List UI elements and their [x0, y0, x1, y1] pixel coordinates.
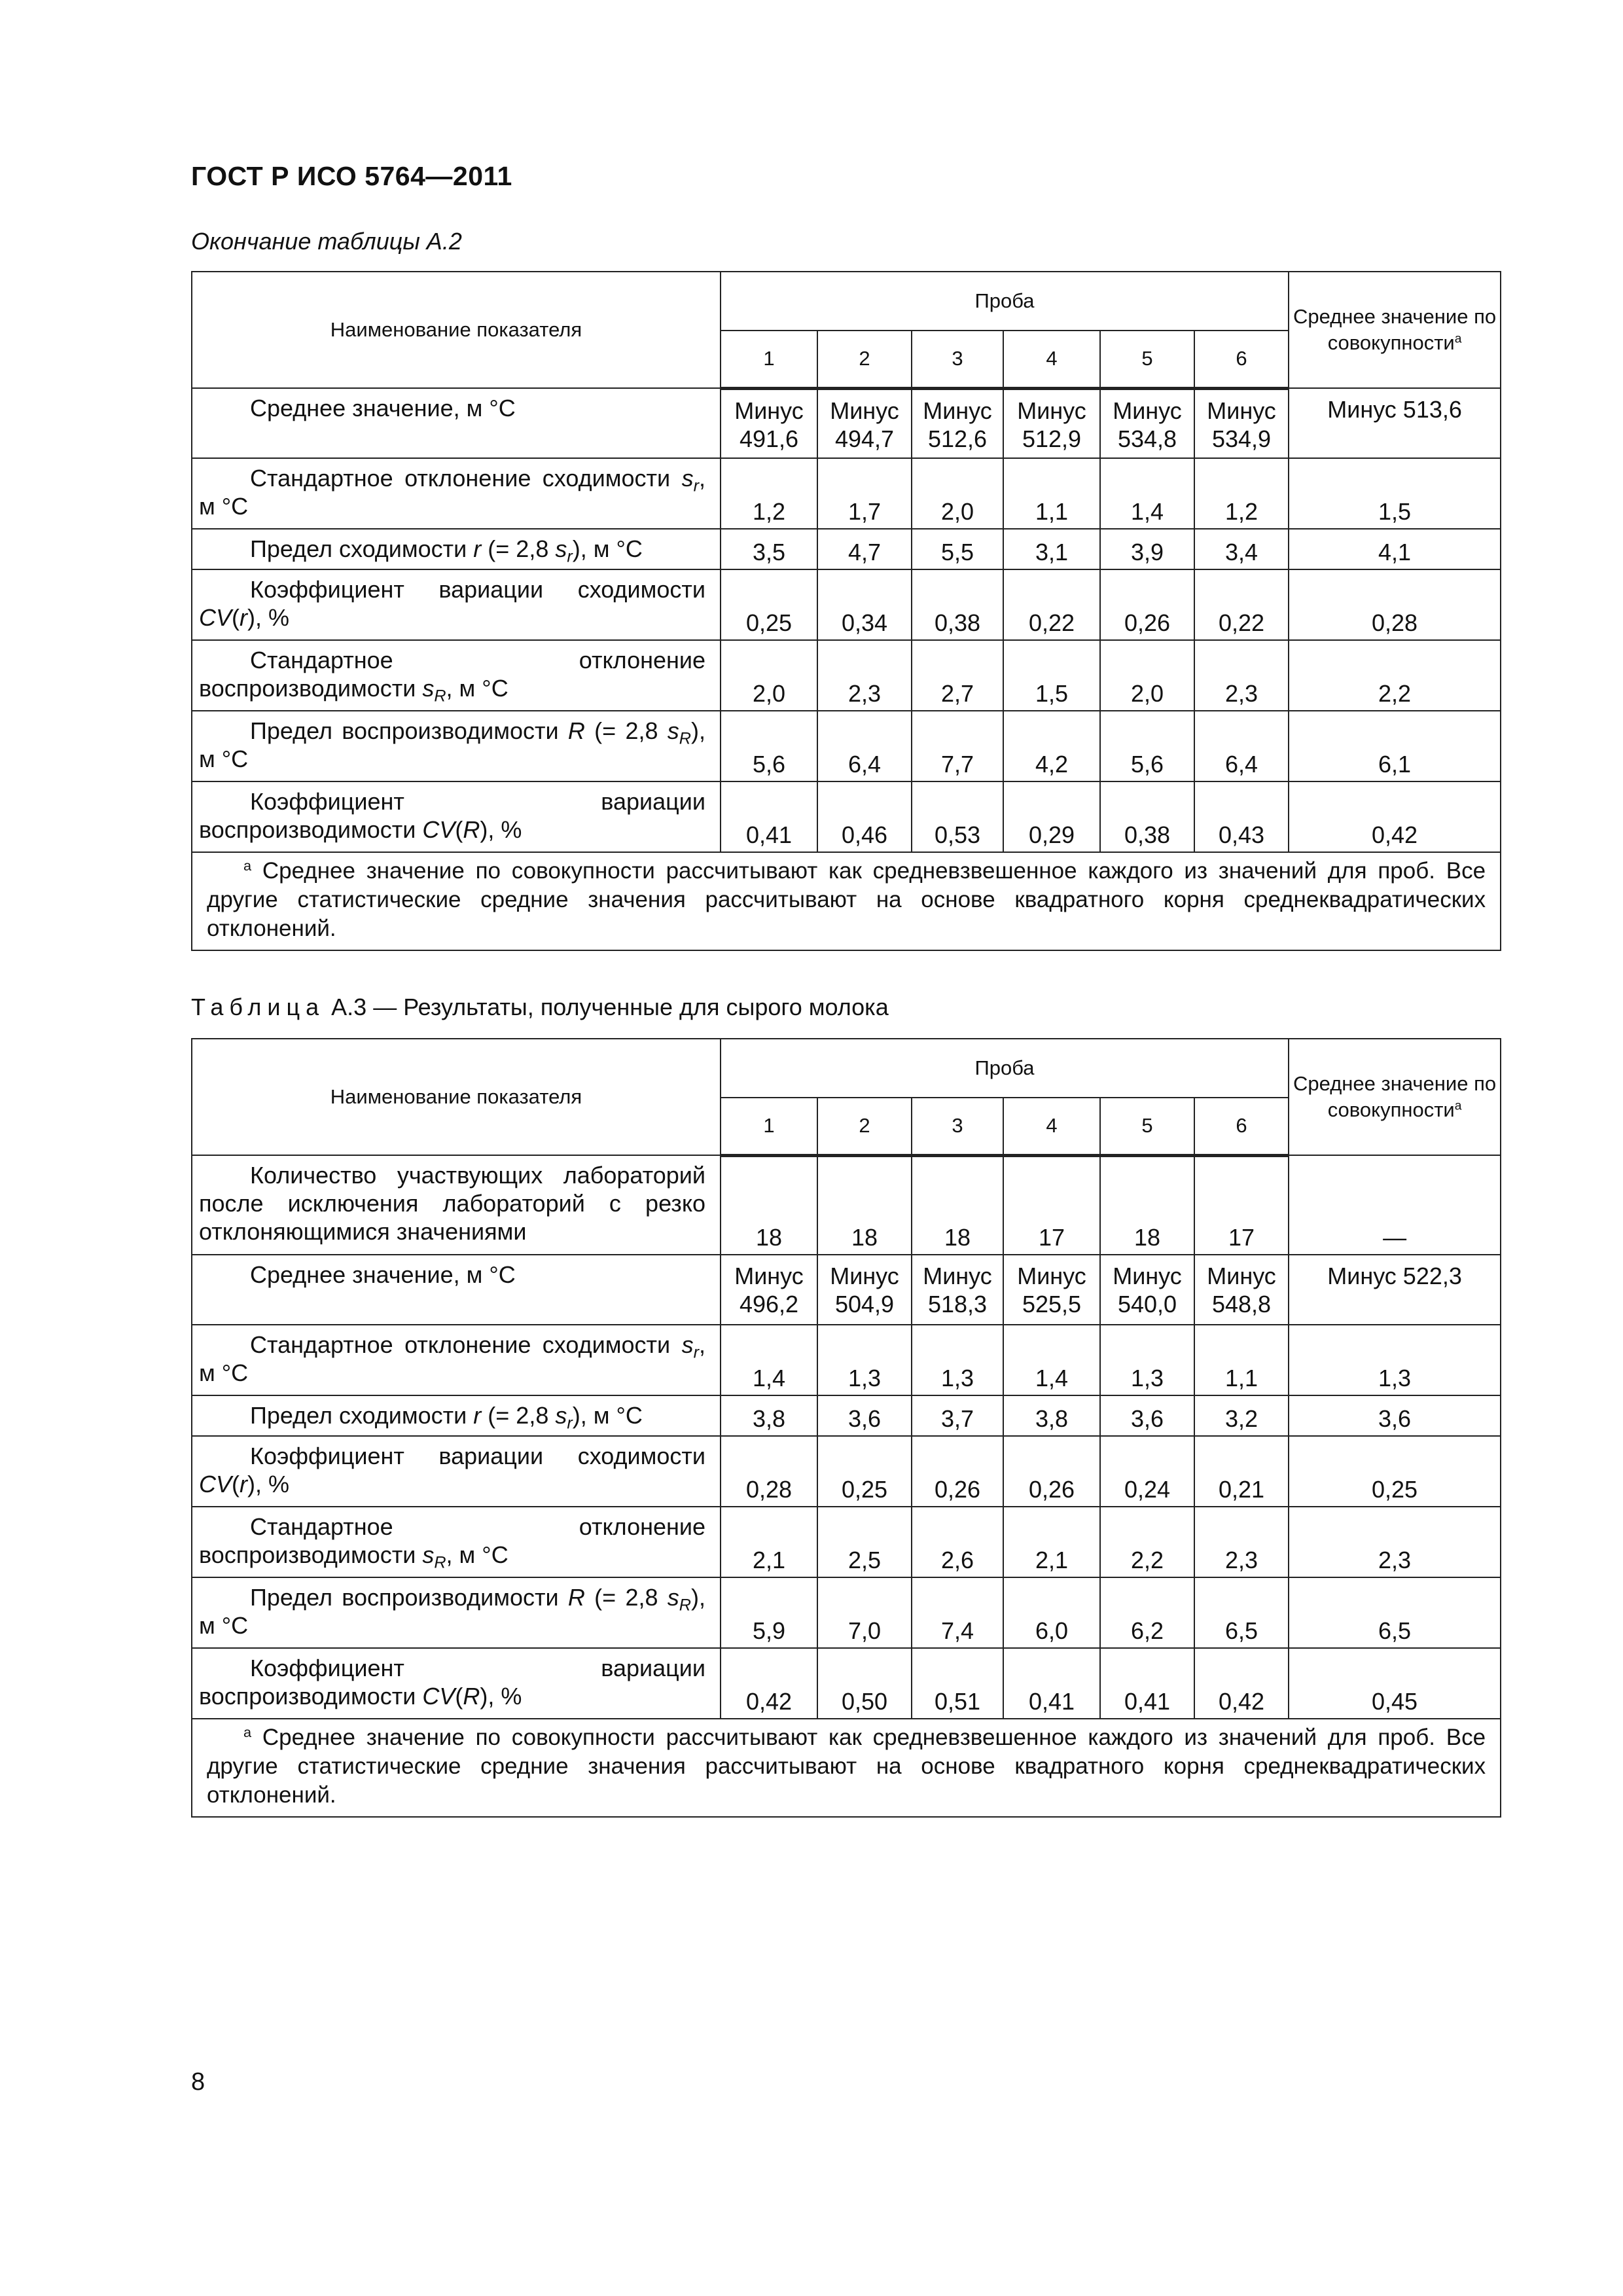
sample-number-header: 1 [721, 1098, 817, 1155]
overall-value-cell: 6,5 [1289, 1577, 1501, 1648]
value-cell: 4,7 [817, 529, 912, 569]
value-cell: 7,4 [912, 1577, 1003, 1648]
overall-value-cell: 0,28 [1289, 569, 1501, 640]
footnote-text: Среднее значение по совокупности рассчитывают как средневзвешенное каждого из значений для проб. Все другие статистические средние значения рассчитывают на основе квадратного корня среднеквадратических отклонений. [207, 858, 1486, 941]
table-row [192, 1325, 1501, 1395]
label-part: Предел сходимости [250, 535, 474, 562]
value-cell: 0,41 [1100, 1648, 1194, 1719]
sample-number-header: 6 [1194, 331, 1289, 388]
value-cell: 3,6 [817, 1395, 912, 1436]
value-cell: 3,1 [1003, 529, 1100, 569]
value-cell: 0,26 [912, 1436, 1003, 1507]
overall-value-cell: 3,6 [1289, 1395, 1501, 1436]
table-row [192, 711, 1501, 781]
row-label [192, 529, 721, 569]
value-cell: 2,0 [1100, 640, 1194, 711]
label-subscript: R [434, 1553, 446, 1572]
label-part: , м °С [446, 1541, 508, 1568]
overall-value-cell: 6,1 [1289, 711, 1501, 781]
overall-mean-header-text: Среднее значение по совокупности [1293, 305, 1497, 354]
table-row [192, 781, 1501, 852]
footnote-text: Среднее значение по совокупности рассчитывают как средневзвешенное каждого из значений для проб. Все другие статистические средние значения рассчитывают на основе квадратного корня среднеквадратических отклонений. [207, 1725, 1486, 1808]
overall-value-cell: — [1289, 1155, 1501, 1255]
value-cell: 1,2 [721, 458, 817, 529]
label-part: ( [455, 816, 463, 843]
value-cell: 2,3 [1194, 1507, 1289, 1577]
value-cell: 18 [817, 1155, 912, 1255]
value-cell: 1,1 [1003, 458, 1100, 529]
value-cell: 1,4 [721, 1325, 817, 1395]
value-cell: 3,9 [1100, 529, 1194, 569]
label-part: Коэффициент вариации сходимости [250, 576, 705, 603]
value-cell: 0,38 [912, 569, 1003, 640]
indicator-header: Наименование показателя [192, 1039, 721, 1155]
indicator-header: Наименование показателя [192, 272, 721, 388]
label-part: ( [455, 1683, 463, 1710]
value-cell: 3,8 [721, 1395, 817, 1436]
value-cell: 2,7 [912, 640, 1003, 711]
label-symbol: R [567, 1584, 585, 1611]
label-part: (= 2,8 [584, 1584, 668, 1611]
value-cell: 1,5 [1003, 640, 1100, 711]
table-row [192, 1507, 1501, 1577]
value-cell: 18 [912, 1155, 1003, 1255]
label-symbol: s [422, 1541, 435, 1568]
overall-value-cell: 2,2 [1289, 640, 1501, 711]
label-part: Коэффициент вариации воспроизводимости [199, 1655, 705, 1710]
value-cell: 3,8 [1003, 1395, 1100, 1436]
overall-mean-header [1289, 1039, 1501, 1155]
value-cell: 0,21 [1194, 1436, 1289, 1507]
page-number: 8 [191, 2068, 205, 2096]
table-row [192, 529, 1501, 569]
sample-number-header: 2 [817, 331, 912, 388]
label-part: ( [232, 1471, 240, 1498]
overall-value-cell: 1,5 [1289, 458, 1501, 529]
table-row [192, 1395, 1501, 1436]
value-cell: Минус 496,2 [721, 1255, 817, 1325]
sample-number-header: 4 [1003, 1098, 1100, 1155]
label-part: ), % [247, 604, 290, 631]
label-part: ), м °С [572, 535, 643, 562]
value-cell: 0,53 [912, 781, 1003, 852]
value-cell: 7,7 [912, 711, 1003, 781]
row-label [192, 569, 721, 640]
label-part: ), % [247, 1471, 290, 1498]
caption-text: А.3 — Результаты, полученные для сырого молока [331, 994, 889, 1020]
sample-number-header: 3 [912, 1098, 1003, 1155]
overall-value-cell: 0,45 [1289, 1648, 1501, 1719]
label-symbol: s [422, 675, 435, 702]
table-footnote [192, 1719, 1501, 1817]
value-cell: 0,34 [817, 569, 912, 640]
value-cell: 1,7 [817, 458, 912, 529]
row-label [192, 1436, 721, 1507]
sample-number-header: 6 [1194, 1098, 1289, 1155]
table-a2 [191, 271, 1501, 951]
footnote-mark: a [243, 1724, 252, 1741]
label-subscript: R [679, 729, 691, 748]
sample-number-header: 5 [1100, 331, 1194, 388]
value-cell: 6,0 [1003, 1577, 1100, 1648]
label-symbol: CV [422, 816, 455, 843]
value-cell: 2,1 [1003, 1507, 1100, 1577]
value-cell: 2,3 [817, 640, 912, 711]
table-row [192, 1255, 1501, 1325]
value-cell: 0,22 [1194, 569, 1289, 640]
label-symbol: r [473, 1402, 482, 1429]
value-cell: 3,7 [912, 1395, 1003, 1436]
label-part: Предел сходимости [250, 1402, 474, 1429]
value-cell: 1,2 [1194, 458, 1289, 529]
label-symbol: r [473, 535, 482, 562]
row-label [192, 711, 721, 781]
value-cell: Минус 512,9 [1003, 388, 1100, 458]
table-row [192, 1648, 1501, 1719]
row-label [192, 781, 721, 852]
value-cell: 2,2 [1100, 1507, 1194, 1577]
value-cell: 0,50 [817, 1648, 912, 1719]
label-symbol: R [567, 717, 585, 744]
value-cell: 0,51 [912, 1648, 1003, 1719]
label-part: ), м °С [572, 1402, 643, 1429]
sample-number-header: 3 [912, 331, 1003, 388]
overall-value-cell: 4,1 [1289, 529, 1501, 569]
caption-word: Таблица [191, 994, 325, 1020]
value-cell: 0,22 [1003, 569, 1100, 640]
label-part: ( [232, 604, 240, 631]
label-symbol: s [681, 465, 694, 492]
table-footnote-row [192, 852, 1501, 950]
label-subscript: r [567, 547, 573, 566]
overall-value-cell: 1,3 [1289, 1325, 1501, 1395]
value-cell: 5,9 [721, 1577, 817, 1648]
label-symbol: CV [199, 1471, 232, 1498]
value-cell: 2,1 [721, 1507, 817, 1577]
value-cell: 3,2 [1194, 1395, 1289, 1436]
label-part: (= 2,8 [481, 535, 556, 562]
overall-mean-header [1289, 272, 1501, 388]
label-part: Стандартное отклонение воспроизводимости [199, 1513, 705, 1568]
label-symbol: CV [422, 1683, 455, 1710]
value-cell: Минус 494,7 [817, 388, 912, 458]
overall-value-cell: Минус 513,6 [1289, 388, 1501, 458]
row-label-text: Среднее значение, м °С [250, 395, 516, 422]
value-cell: Минус 534,8 [1100, 388, 1194, 458]
overall-value-cell: Минус 522,3 [1289, 1255, 1501, 1325]
value-cell: 1,4 [1003, 1325, 1100, 1395]
value-cell: Минус 534,9 [1194, 388, 1289, 458]
row-label [192, 1325, 721, 1395]
row-label [192, 640, 721, 711]
value-cell: 0,26 [1100, 569, 1194, 640]
value-cell: 0,41 [1003, 1648, 1100, 1719]
row-label [192, 1507, 721, 1577]
label-subscript: r [567, 1414, 573, 1433]
label-subscript: R [679, 1596, 691, 1615]
value-cell: 0,24 [1100, 1436, 1194, 1507]
value-cell: Минус 504,9 [817, 1255, 912, 1325]
table-row [192, 1436, 1501, 1507]
overall-value-cell: 0,25 [1289, 1436, 1501, 1507]
label-symbol: s [667, 717, 679, 744]
row-label [192, 1395, 721, 1436]
label-symbol: R [463, 1683, 480, 1710]
value-cell: 0,29 [1003, 781, 1100, 852]
sample-number-header: 5 [1100, 1098, 1194, 1155]
label-part: ), м °С [199, 1584, 705, 1639]
value-cell: 6,5 [1194, 1577, 1289, 1648]
value-cell: 6,2 [1100, 1577, 1194, 1648]
label-part: ), м °С [199, 717, 705, 772]
label-subscript: R [434, 687, 446, 706]
label-part: Стандартное отклонение воспроизводимости [199, 647, 705, 702]
sample-number-header: 4 [1003, 331, 1100, 388]
table-footnote-row [192, 1719, 1501, 1817]
label-part: Стандартное отклонение сходимости [250, 465, 682, 492]
row-label [192, 1155, 721, 1255]
label-part: ), % [480, 1683, 522, 1710]
table-row [192, 640, 1501, 711]
table-row [192, 458, 1501, 529]
value-cell: 2,0 [912, 458, 1003, 529]
value-cell: 0,43 [1194, 781, 1289, 852]
row-label-text: Среднее значение, м °С [250, 1261, 516, 1288]
label-symbol: R [463, 816, 480, 843]
value-cell: 7,0 [817, 1577, 912, 1648]
table-a2-continuation-label: Окончание таблицы А.2 [191, 228, 462, 255]
label-part: , м °С [199, 465, 705, 520]
value-cell: 1,3 [912, 1325, 1003, 1395]
value-cell: 0,42 [1194, 1648, 1289, 1719]
row-label [192, 1577, 721, 1648]
label-part: , м °С [446, 675, 508, 702]
value-cell: 6,4 [817, 711, 912, 781]
table-footnote [192, 852, 1501, 950]
overall-value-cell: 2,3 [1289, 1507, 1501, 1577]
value-cell: 17 [1003, 1155, 1100, 1255]
label-symbol: CV [199, 604, 232, 631]
value-cell: 17 [1194, 1155, 1289, 1255]
footnote-mark: a [243, 857, 252, 874]
value-cell: 0,26 [1003, 1436, 1100, 1507]
label-symbol: s [555, 1402, 567, 1429]
value-cell: Минус 548,8 [1194, 1255, 1289, 1325]
row-label [192, 388, 721, 458]
label-subscript: r [693, 1343, 699, 1362]
value-cell: Минус 518,3 [912, 1255, 1003, 1325]
table-a3 [191, 1038, 1501, 1818]
value-cell: 0,25 [817, 1436, 912, 1507]
value-cell: 0,25 [721, 569, 817, 640]
value-cell: 3,6 [1100, 1395, 1194, 1436]
label-part: (= 2,8 [584, 717, 668, 744]
value-cell: 2,3 [1194, 640, 1289, 711]
label-symbol: r [240, 1471, 248, 1498]
row-label-text: Количество участвующих лабораторий после исключения лабораторий с резко отклоняющимися значениями [199, 1162, 705, 1245]
sample-header: Проба [721, 1039, 1289, 1098]
row-label [192, 1255, 721, 1325]
value-cell: 18 [721, 1155, 817, 1255]
label-symbol: s [555, 535, 567, 562]
value-cell: 5,5 [912, 529, 1003, 569]
label-part: Коэффициент вариации сходимости [250, 1443, 705, 1469]
value-cell: 5,6 [721, 711, 817, 781]
value-cell: 3,4 [1194, 529, 1289, 569]
value-cell: 1,1 [1194, 1325, 1289, 1395]
label-part: Предел воспроизводимости [250, 1584, 568, 1611]
document-header: ГОСТ Р ИСО 5764—2011 [191, 161, 512, 191]
label-part: Стандартное отклонение сходимости [250, 1331, 682, 1358]
value-cell: 0,38 [1100, 781, 1194, 852]
table-row [192, 1155, 1501, 1255]
sample-number-header: 2 [817, 1098, 912, 1155]
row-label [192, 1648, 721, 1719]
value-cell: 18 [1100, 1155, 1194, 1255]
value-cell: 6,4 [1194, 711, 1289, 781]
value-cell: 1,3 [1100, 1325, 1194, 1395]
table-row [192, 388, 1501, 458]
value-cell: 2,0 [721, 640, 817, 711]
value-cell: 3,5 [721, 529, 817, 569]
value-cell: Минус 491,6 [721, 388, 817, 458]
label-symbol: s [667, 1584, 679, 1611]
value-cell: 4,2 [1003, 711, 1100, 781]
value-cell: Минус 525,5 [1003, 1255, 1100, 1325]
value-cell: 0,46 [817, 781, 912, 852]
label-part: ), % [480, 816, 522, 843]
label-symbol: r [240, 604, 248, 631]
value-cell: Минус 512,6 [912, 388, 1003, 458]
footnote-mark: a [1454, 332, 1462, 346]
label-symbol: s [681, 1331, 694, 1358]
row-label [192, 458, 721, 529]
value-cell: 1,3 [817, 1325, 912, 1395]
value-cell: 5,6 [1100, 711, 1194, 781]
label-part: , м °С [199, 1331, 705, 1386]
label-part: Предел воспроизводимости [250, 717, 568, 744]
sample-header: Проба [721, 272, 1289, 331]
value-cell: 0,42 [721, 1648, 817, 1719]
table-a3-caption [191, 994, 889, 1021]
overall-mean-header-text: Среднее значение по совокупности [1293, 1072, 1497, 1121]
label-part: Коэффициент вариации воспроизводимости [199, 788, 705, 843]
value-cell: 0,28 [721, 1436, 817, 1507]
value-cell: 0,41 [721, 781, 817, 852]
value-cell: 1,4 [1100, 458, 1194, 529]
sample-number-header: 1 [721, 331, 817, 388]
value-cell: Минус 540,0 [1100, 1255, 1194, 1325]
overall-value-cell: 0,42 [1289, 781, 1501, 852]
value-cell: 2,5 [817, 1507, 912, 1577]
value-cell: 2,6 [912, 1507, 1003, 1577]
label-part: (= 2,8 [481, 1402, 556, 1429]
label-subscript: r [693, 476, 699, 495]
table-row [192, 569, 1501, 640]
table-row [192, 1577, 1501, 1648]
footnote-mark: a [1454, 1099, 1462, 1113]
